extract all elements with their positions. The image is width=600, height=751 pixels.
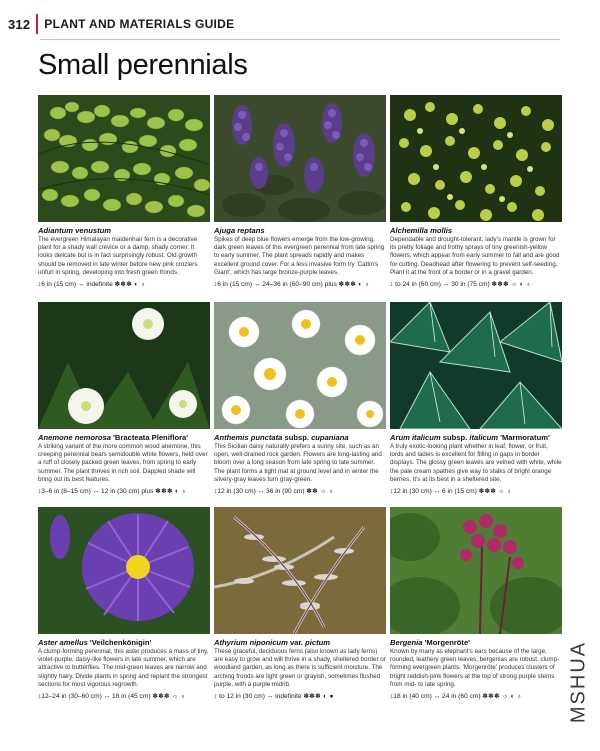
plant-name xyxy=(390,433,562,442)
plant-dimensions: ↕12 in (30 cm) ↔ 36 in (90 cm) xyxy=(214,488,305,496)
hardiness-symbols: ✽✽✽ ◐ ● xyxy=(303,693,334,701)
plant-name: Adiantum venustum xyxy=(38,226,111,235)
plant-name-rank: subsp. xyxy=(440,433,470,442)
plant-name-rank: subsp. xyxy=(282,433,312,442)
plant-name-subspecies: cupaniana xyxy=(311,433,349,442)
plant-meta xyxy=(390,487,562,495)
watermark xyxy=(568,627,590,737)
plant-name xyxy=(214,638,386,647)
plant-photo-ajuga xyxy=(214,95,386,222)
plant-dimensions: ↕18 in (40 cm) ↔ 24 in (60 cm) xyxy=(390,693,481,701)
plant-dimensions: ↕12–24 in (30–60 cm) ↔ 18 in (45 cm) xyxy=(38,693,151,701)
plant-dimensions: ↕6 in (15 cm) ↔ 24–36 in (60–90 cm) plus xyxy=(214,281,337,289)
plant-name-cultivar: 'Bracteata Pleniflora' xyxy=(111,433,189,442)
plant-meta xyxy=(390,280,562,288)
watermark-text: MSHUA xyxy=(567,640,590,724)
plant-row xyxy=(38,507,562,700)
plant-dimensions: ↕ to 24 in (60 cm) ↔ 30 in (75 cm) xyxy=(390,281,490,289)
hardiness-symbols: ✽✽✽ ☼ ♁ xyxy=(478,488,513,496)
plant-description: The evergreen Himalayan maidenhair fern is a decorative plant for a shady wall crevice or a damp, shady corner. It looks delicate but is in fact surprisingly robust. Old growth should be removed in late winter before new pink croziers unfurl in spring, developing into fresh green fronds. xyxy=(38,236,198,276)
plant-name-cultivar: 'Veilchenkönigin' xyxy=(87,638,152,647)
head-rule xyxy=(36,14,38,34)
plant-name-subspecies: italicum xyxy=(469,433,499,442)
plant-meta xyxy=(38,280,210,288)
head-divider xyxy=(40,39,560,40)
page-number: 312 xyxy=(8,16,31,32)
plant-description: A clump-forming perennial, this aster produces a mass of tiny, violet-purple, daisy-like flowers in late summer, which are attractive to butterflies. The mid-green leaves are narrow and slightly hairy. Divide plants in spring and replant the strongest sections for most vigorous regrowth. xyxy=(38,648,209,688)
section-name: PLANT AND MATERIALS GUIDE xyxy=(44,17,235,31)
plant-name-main: Aster amellus xyxy=(38,638,88,647)
running-head xyxy=(8,14,234,34)
plant-row xyxy=(38,302,562,495)
plant-name: Alchemilla mollis xyxy=(390,226,453,235)
plant-photo-athyrium xyxy=(214,507,386,634)
plant-meta xyxy=(38,487,210,495)
plant-name xyxy=(390,638,562,647)
plant-photo-bergenia xyxy=(390,507,562,634)
plant-dimensions: ↕12 in (30 cm) ↔ 6 in (15 cm) xyxy=(390,488,477,496)
plant-dimensions: ↕ to 12 in (30 cm) ↔ indefinite xyxy=(214,693,302,701)
plant-dimensions: ↕3–6 in (8–15 cm) ↔ 12 in (30 cm) plus xyxy=(38,488,154,496)
plant-description: These graceful, deciduous ferns (also known as lady ferns) are easy to grow and will thrive in a shady, sheltered border or woodland garden, as long as there is sufficient moisture. The arching fronds are light green or grayish, sometimes flushed purple, with a purple midrib. xyxy=(214,648,386,688)
plant-name xyxy=(38,433,210,442)
plant-card xyxy=(38,507,210,700)
plant-meta xyxy=(214,487,386,495)
plant-name-main: Anemone nemorosa xyxy=(38,433,112,442)
plant-card xyxy=(390,95,562,288)
plant-card xyxy=(214,507,386,700)
plant-name-main: Bergenia xyxy=(390,638,423,647)
hardiness-symbols: ✽✽✽ ◐ ♁ xyxy=(114,281,146,289)
plant-description: This Sicilian daisy naturally prefers a sunny site, such as an open, well-drained rock garden. Flowers are long-lasting and bloom over a long season from late spring to late summer. The plant forms a tight mat at ground level and in winter the silvery-gray leaves turn gray-green. xyxy=(214,443,382,483)
plant-meta xyxy=(214,692,386,700)
hardiness-symbols: ✽✽✽ ◐ ♁ xyxy=(338,281,370,289)
plant-name-cultivar: 'Marmoratum' xyxy=(498,433,550,442)
hardiness-symbols: ✽✽✽ ☼ ♁ xyxy=(152,693,186,701)
plant-meta xyxy=(38,692,210,700)
plant-card xyxy=(214,302,386,495)
hardiness-symbols: ✽✽✽ ☼ ◐ ♁ xyxy=(482,693,523,701)
plant-name-main: Arum italicum xyxy=(390,433,441,442)
plant-dimensions: ↕6 in (15 cm) ↔ indefinite xyxy=(38,281,113,289)
plant-photo-anemone xyxy=(38,302,210,429)
plant-name xyxy=(38,638,210,647)
plant-name: Ajuga reptans xyxy=(214,226,265,235)
plant-card xyxy=(38,302,210,495)
plant-name xyxy=(214,433,386,442)
plant-name-main: Athyrium niponicum xyxy=(214,638,288,647)
hardiness-symbols: ✽✽✽ ☼ ◐ ♁ xyxy=(491,281,532,289)
plant-meta xyxy=(214,280,386,288)
plant-meta xyxy=(390,692,562,700)
plant-photo-anthemis xyxy=(214,302,386,429)
plant-photo-arum xyxy=(390,302,562,429)
plant-name-cultivar: 'Morgenröte' xyxy=(422,638,470,647)
plant-card xyxy=(214,95,386,288)
plant-card xyxy=(390,302,562,495)
plant-photo-adiantum xyxy=(38,95,210,222)
hardiness-symbols: ✽✽✽ ◐ ♁ xyxy=(155,488,187,496)
plant-name-variety: pictum xyxy=(305,638,331,647)
plant-name-main: Anthemis punctata xyxy=(214,433,283,442)
page-title: Small perennials xyxy=(38,49,248,81)
plant-description: Known by many as elephant's ears because of the large, rounded, leathery green leaves, bergenias are robust, clump-forming evergreen plants. 'Morgenröte' produces clusters of bright reddish-pink flowers at the top of strong purple stems from mid- to late spring. xyxy=(390,648,560,688)
plant-card xyxy=(38,95,210,288)
plant-photo-aster xyxy=(38,507,210,634)
plant-description: Dependable and drought-tolerant, lady's mantle is grown for its pretty foliage and frothy sprays of tiny greenish-yellow flowers, which appear from early summer to fall and are good for cutting. Deadhead after flowering to prevent self-seeding. Plant it at the front of a border or in a gravel garden. xyxy=(390,236,560,276)
plant-description: A truly exotic-looking plant whether in leaf, flower, or fruit, lords and ladies is excellent for filling in gaps in border displays. The glossy green leaves are veined with white, while the pale cream spathes give way to stalks of bright orange berries. It's at its best in a sheltered site. xyxy=(390,443,562,483)
plant-card xyxy=(390,507,562,700)
plant-description: A striking variant of the more common wood anemone, this creeping perennial bears semidouble white flowers, held over a ruff of closely packed green leaves, from spring to early summer. The plant thrives in rich soil. Dappled shade will bring out its best features. xyxy=(38,443,208,483)
plant-name-rank: var. xyxy=(287,638,306,647)
plant-description: Spikes of deep blue flowers emerge from the low-growing, dark green leaves of this evergreen perennial from late spring to early summer. The plant spreads rapidly and makes excellent ground cover. For a less invasive form try 'Cattin's Giant', which has large bronze-purple leaves. xyxy=(214,236,385,276)
plant-photo-alchemilla xyxy=(390,95,562,222)
hardiness-symbols: ✽✽ ☼ ♁ xyxy=(306,488,334,496)
plant-row xyxy=(38,95,562,288)
